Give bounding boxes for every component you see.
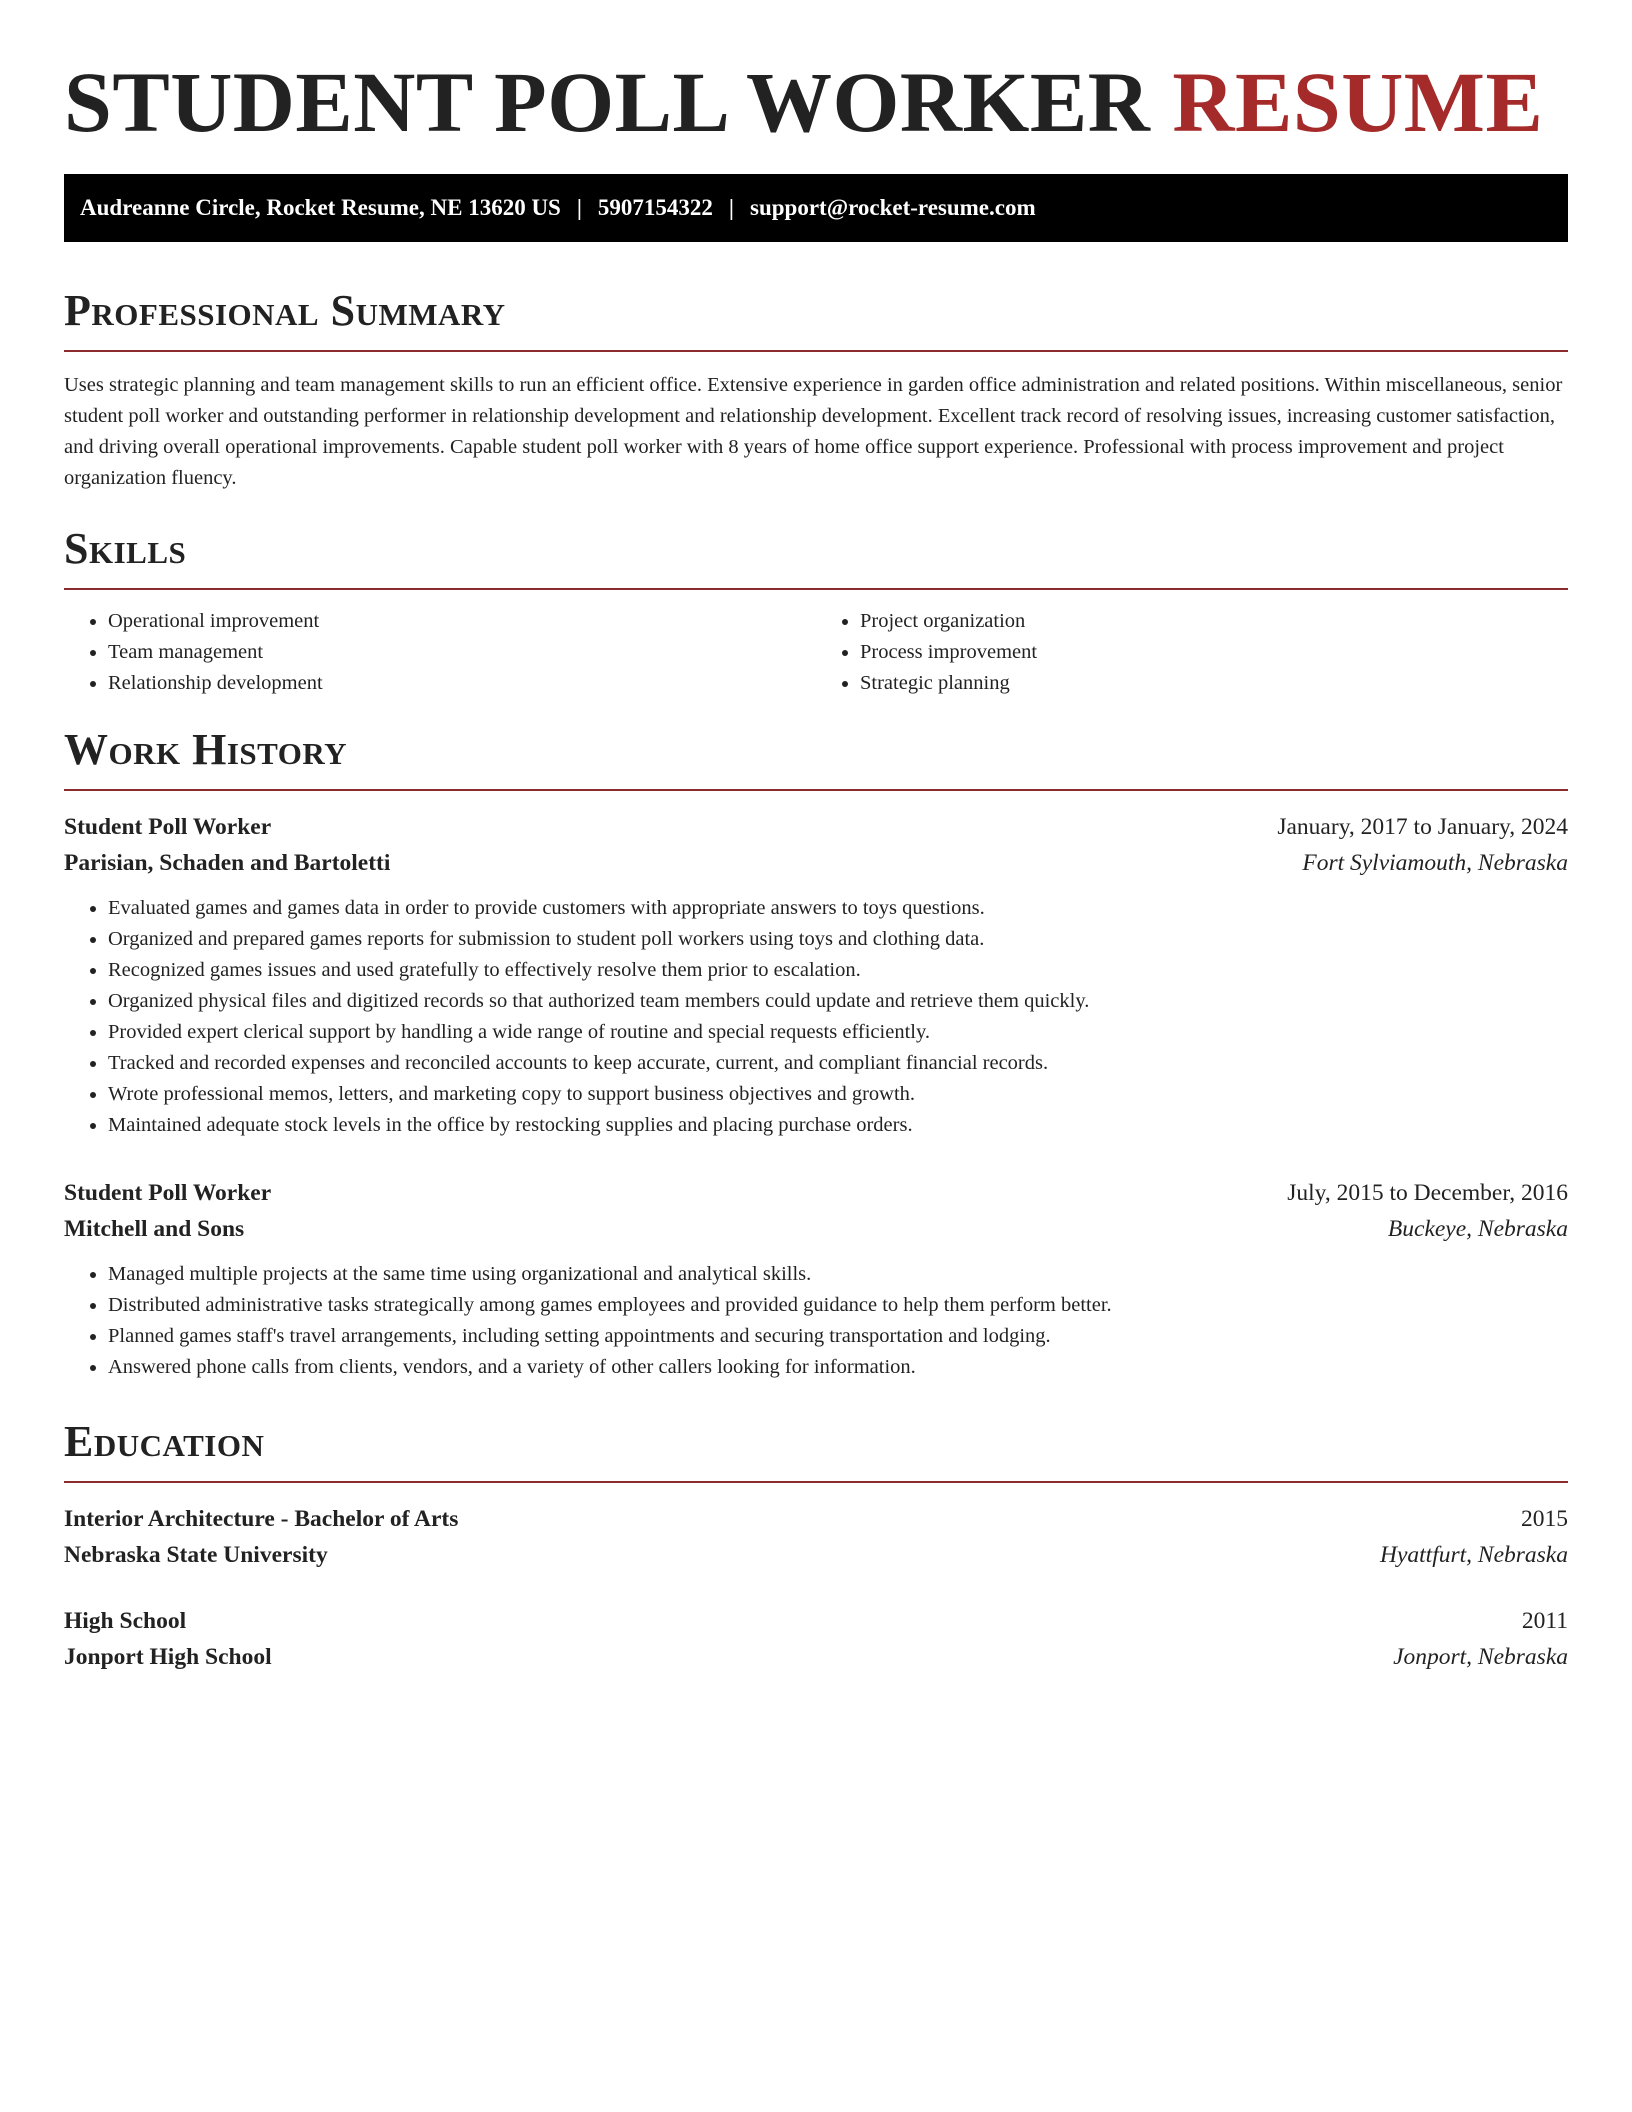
title-accent: RESUME xyxy=(1172,54,1544,150)
contact-address: Audreanne Circle, Rocket Resume, NE 13620 US xyxy=(80,195,561,220)
job-header-row xyxy=(64,1175,1568,1211)
job-duty: • Organized physical files and digitized records so that authorized team members could update and retrieve them quickly. xyxy=(108,986,1568,1017)
skill-item: • Operational improvement xyxy=(108,606,816,637)
education-school-row xyxy=(64,1537,1568,1573)
job-duty: • Managed multiple projects at the same time using organizational and analytical skills. xyxy=(108,1259,1568,1290)
job-duties-list xyxy=(64,893,1568,1141)
education-degree: High School xyxy=(64,1608,187,1634)
skills-list-left xyxy=(64,606,816,699)
education-heading: Education xyxy=(64,1417,265,1466)
job-duty: • Answered phone calls from clients, vendors, and a variety of other callers looking for information. xyxy=(108,1352,1568,1383)
resume-title xyxy=(64,52,1568,152)
education-degree-row xyxy=(64,1603,1568,1639)
education-school: Jonport High School xyxy=(64,1644,272,1670)
education-degree: Interior Architecture - Bachelor of Arts xyxy=(64,1506,459,1532)
job-location: Fort Sylviamouth, Nebraska xyxy=(1302,850,1568,876)
skills-list-right xyxy=(816,606,1568,699)
job-duty: • Organized and prepared games reports for submission to student poll workers using toys and clothing data. xyxy=(108,924,1568,955)
job-title: Student Poll Worker xyxy=(64,1180,272,1206)
title-main: STUDENT POLL WORKER xyxy=(64,54,1151,150)
summary-section xyxy=(64,286,1568,494)
job-company-row xyxy=(64,1211,1568,1247)
education-location: Hyattfurt, Nebraska xyxy=(1380,1542,1568,1568)
job-duty: • Wrote professional memos, letters, and marketing copy to support business objectives and growth. xyxy=(108,1079,1568,1110)
job-company: Mitchell and Sons xyxy=(64,1216,245,1242)
education-entry xyxy=(64,1501,1568,1573)
job-duty: • Recognized games issues and used gratefully to effectively resolve them prior to escalation. xyxy=(108,955,1568,986)
skills-heading: Skills xyxy=(64,524,187,573)
work-history-section xyxy=(64,725,1568,1383)
job-dates: July, 2015 to December, 2016 xyxy=(1287,1180,1568,1206)
skill-item: • Project organization xyxy=(860,606,1568,637)
education-location: Jonport, Nebraska xyxy=(1393,1644,1568,1670)
job-duty: • Evaluated games and games data in order to provide customers with appropriate answers to toys questions. xyxy=(108,893,1568,924)
contact-email[interactable]: support@rocket-resume.com xyxy=(750,195,1036,220)
job-duty: • Tracked and recorded expenses and reconciled accounts to keep accurate, current, and compliant financial records. xyxy=(108,1048,1568,1079)
contact-separator: | xyxy=(728,195,734,220)
job-company: Parisian, Schaden and Bartoletti xyxy=(64,850,391,876)
job-header-row xyxy=(64,809,1568,845)
skills-section xyxy=(64,524,1568,699)
skill-item: • Team management xyxy=(108,637,816,668)
work-history-heading: Work History xyxy=(64,725,348,774)
education-degree-row xyxy=(64,1501,1568,1537)
job-dates: January, 2017 to January, 2024 xyxy=(1277,814,1568,840)
education-school-row xyxy=(64,1639,1568,1675)
job-duty: • Planned games staff's travel arrangements, including setting appointments and securing transportation and lodging. xyxy=(108,1321,1568,1352)
contact-bar xyxy=(64,174,1568,242)
section-divider xyxy=(64,350,1568,352)
job-location: Buckeye, Nebraska xyxy=(1387,1216,1568,1242)
job-duty: • Maintained adequate stock levels in the office by restocking supplies and placing purchase orders. xyxy=(108,1110,1568,1141)
education-entry xyxy=(64,1603,1568,1675)
section-divider xyxy=(64,588,1568,590)
contact-phone[interactable]: 5907154322 xyxy=(597,195,713,220)
section-divider xyxy=(64,1481,1568,1483)
contact-separator: | xyxy=(576,195,582,220)
job-duty: • Provided expert clerical support by handling a wide range of routine and special requests efficiently. xyxy=(108,1017,1568,1048)
skill-item: • Process improvement xyxy=(860,637,1568,668)
summary-heading: Professional Summary xyxy=(64,286,506,335)
skill-item: • Relationship development xyxy=(108,668,816,699)
education-year: 2015 xyxy=(1521,1506,1568,1532)
job-entry xyxy=(64,1175,1568,1383)
job-company-row xyxy=(64,845,1568,881)
section-divider xyxy=(64,789,1568,791)
job-title: Student Poll Worker xyxy=(64,814,272,840)
skill-item: • Strategic planning xyxy=(860,668,1568,699)
job-duties-list xyxy=(64,1259,1568,1383)
education-school: Nebraska State University xyxy=(64,1542,328,1568)
job-duty: • Distributed administrative tasks strategically among games employees and provided guidance to help them perform better. xyxy=(108,1290,1568,1321)
skills-grid xyxy=(64,606,1568,699)
summary-text: Uses strategic planning and team management skills to run an efficient office. Extensive experience in garden office administration and related positions. Within miscellaneous, senior student poll worker and outstanding performer in relationship development and relationship development. Excellent track record of resolving issues, increasing customer satisfaction, and driving overall operational improvements. Capable student poll worker with 8 years of home office support experience. Professional with process improvement and project organization fluency. xyxy=(64,374,1563,489)
education-section xyxy=(64,1417,1568,1675)
education-year: 2011 xyxy=(1521,1608,1568,1634)
job-entry xyxy=(64,809,1568,1141)
